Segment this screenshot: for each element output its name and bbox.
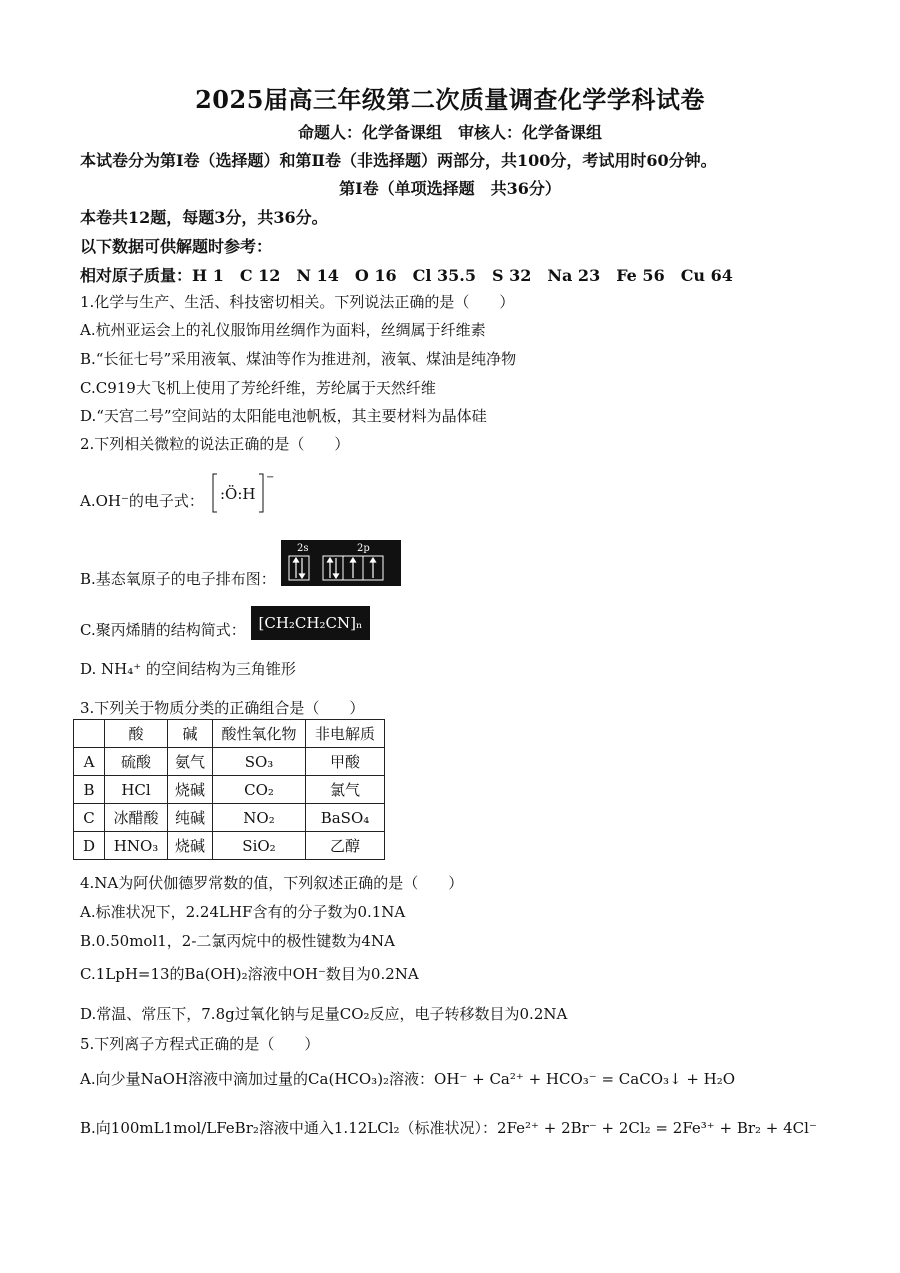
table-row xyxy=(74,748,385,776)
authors-line: 命题人：化学备课组 审核人：化学备课组 xyxy=(297,123,602,142)
orbital-diagram xyxy=(281,540,401,604)
table-cell: 甲酸 xyxy=(306,748,385,776)
question-count: 本卷共12题，每题3分，共36分。 xyxy=(80,208,328,227)
svg-text:−: − xyxy=(265,472,275,483)
table-cell: BaSO₄ xyxy=(306,804,385,832)
table-cell: HCl xyxy=(105,776,168,804)
classification-table xyxy=(73,719,385,860)
polymer-formula: [CH₂CH₂CN]ₙ xyxy=(251,606,371,640)
svg-text:2s: 2s xyxy=(296,543,309,554)
q3-stem: 3.下列关于物质分类的正确组合是（ ） xyxy=(80,699,365,717)
table-cell: SiO₂ xyxy=(213,832,306,860)
q2-c-label: C.聚丙烯腈的结构简式： xyxy=(80,621,246,639)
q5-stem: 5.下列离子方程式正确的是（ ） xyxy=(80,1035,320,1053)
q1-option-b: B.“长征七号”采用液氧、煤油等作为推进剂，液氧、煤油是纯净物 xyxy=(80,350,517,368)
q2-stem: 2.下列相关微粒的说法正确的是（ ） xyxy=(80,435,350,453)
table-cell: A xyxy=(74,748,105,776)
q2-a-label: A.OH⁻的电子式： xyxy=(80,492,204,510)
table-header-cell xyxy=(74,720,105,748)
table-header-row xyxy=(74,720,385,748)
table-header-cell: 酸 xyxy=(105,720,168,748)
table-cell: 纯碱 xyxy=(168,804,213,832)
table-cell: 烧碱 xyxy=(168,776,213,804)
q2-option-c xyxy=(80,606,370,639)
table-cell: CO₂ xyxy=(213,776,306,804)
table-cell: NO₂ xyxy=(213,804,306,832)
exam-title: 2025届高三年级第二次质量调查化学学科试卷 xyxy=(195,85,705,114)
q1-option-a: A.杭州亚运会上的礼仪服饰用丝绸作为面料，丝绸属于纤维素 xyxy=(80,321,486,339)
table-header-cell: 碱 xyxy=(168,720,213,748)
table-header-cell: 非电解质 xyxy=(306,720,385,748)
q5-option-b: B.向100mL1mol/LFeBr₂溶液中通入1.12LCl₂（标准状况）：2Fe²⁺ + 2Br⁻ + 2Cl₂ = 2Fe³⁺ + Br₂ + 4Cl⁻ xyxy=(80,1119,817,1137)
q2-option-d: D. NH₄⁺ 的空间结构为三角锥形 xyxy=(80,660,296,678)
q1-option-c: C.C919大飞机上使用了芳纶纤维，芳纶属于天然纤维 xyxy=(80,379,436,397)
table-cell: 乙醇 xyxy=(306,832,385,860)
q1-option-d: D.“天宫二号”空间站的太阳能电池帆板，其主要材料为晶体硅 xyxy=(80,407,487,425)
table-cell: 氨气 xyxy=(168,748,213,776)
table-cell: 冰醋酸 xyxy=(105,804,168,832)
q4-option-a: A.标准状况下，2.24LHF含有的分子数为0.1NA xyxy=(80,903,406,921)
exam-intro: 本试卷分为第Ⅰ卷（选择题）和第Ⅱ卷（非选择题）两部分，共100分，考试用时60分钟。 xyxy=(80,151,717,170)
table-cell: 氯气 xyxy=(306,776,385,804)
q4-stem: 4.NA为阿伏伽德罗常数的值，下列叙述正确的是（ ） xyxy=(80,874,464,892)
svg-text::Ö:H: :Ö:H xyxy=(219,485,256,503)
table-row xyxy=(74,832,385,860)
table-cell: B xyxy=(74,776,105,804)
table-header-cell: 酸性氧化物 xyxy=(213,720,306,748)
section-title: 第Ⅰ卷（单项选择题 共36分） xyxy=(339,179,561,198)
q2-option-b xyxy=(80,540,401,586)
q4-option-c: C.1LpH=13的Ba(OH)₂溶液中OH⁻数目为0.2NA xyxy=(80,965,419,983)
atomic-masses: 相对原子质量：H 1 C 12 N 14 O 16 Cl 35.5 S 32 Na 23 Fe 56 Cu 64 xyxy=(80,266,733,285)
table-cell: 烧碱 xyxy=(168,832,213,860)
table-cell: SO₃ xyxy=(213,748,306,776)
table-cell: HNO₃ xyxy=(105,832,168,860)
q5-option-a: A.向少量NaOH溶液中滴加过量的Ca(HCO₃)₂溶液：OH⁻ + Ca²⁺ + HCO₃⁻ = CaCO₃↓ + H₂O xyxy=(80,1070,736,1088)
q1-stem: 1.化学与生产、生活、科技密切相关。下列说法正确的是（ ） xyxy=(80,293,515,311)
svg-text:2p: 2p xyxy=(356,543,370,554)
q4-option-b: B.0.50mol1，2-二氯丙烷中的极性键数为4NA xyxy=(80,932,395,950)
table-cell: C xyxy=(74,804,105,832)
table-cell: 硫酸 xyxy=(105,748,168,776)
reference-note: 以下数据可供解题时参考： xyxy=(80,237,273,256)
q4-option-d: D.常温、常压下，7.8g过氧化钠与足量CO₂反应，电子转移数目为0.2NA xyxy=(80,1005,568,1023)
q2-b-label: B.基态氧原子的电子排布图： xyxy=(80,570,276,588)
table-row xyxy=(74,776,385,804)
table-row xyxy=(74,804,385,832)
electron-formula xyxy=(209,470,275,534)
table-cell: D xyxy=(74,832,105,860)
q2-option-a xyxy=(80,470,275,516)
